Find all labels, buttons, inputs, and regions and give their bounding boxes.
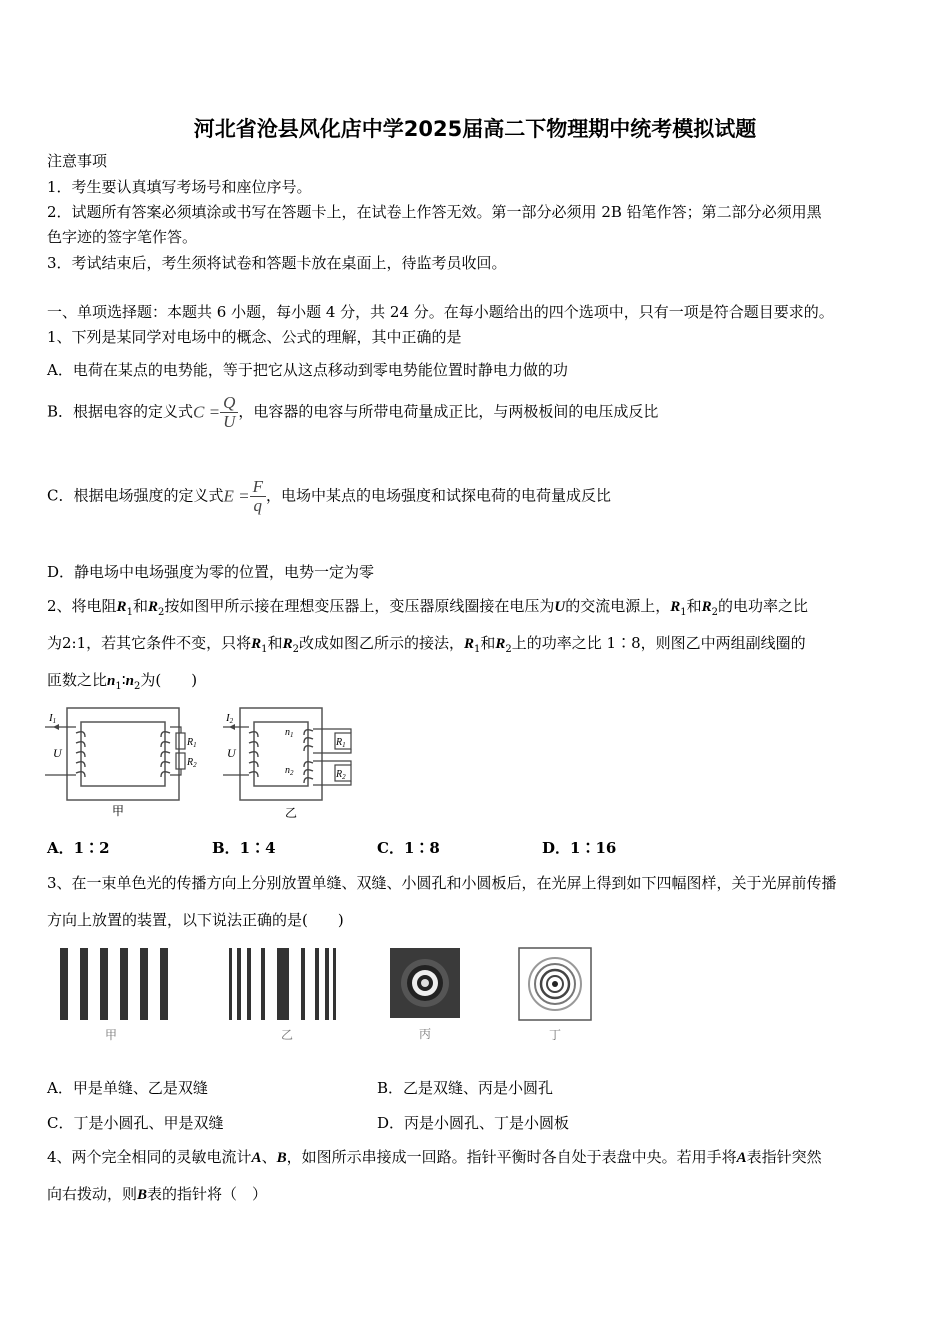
- q2-text: 的电功率之比: [718, 597, 809, 615]
- caption-jia: 甲: [104, 1028, 118, 1042]
- fraction-denominator: U: [223, 412, 236, 431]
- core-inner: [254, 722, 308, 786]
- r1-label: $R_1$: [336, 737, 346, 749]
- meter-b-symbol: B: [276, 1150, 287, 1166]
- q2-option-c: C．1∶8: [377, 839, 440, 857]
- subscript: 1: [261, 644, 268, 655]
- n2-label: $n_2$: [285, 765, 294, 777]
- pattern-ding: [515, 944, 597, 1044]
- subscript: 1: [680, 607, 687, 618]
- subscript: 1: [115, 681, 122, 692]
- pattern-yi: [225, 944, 340, 1044]
- subscript: 2: [133, 681, 141, 692]
- q4-line-1: [47, 1147, 822, 1168]
- q4-text: 表的指针将（ ）: [147, 1185, 268, 1203]
- q1-c-prefix: C．根据电场强度的定义式: [47, 486, 224, 505]
- pattern-bing: [386, 946, 466, 1044]
- notice-heading: 注意事项: [47, 152, 108, 170]
- q4-text: 4、两个完全相同的灵敏电流计: [47, 1148, 252, 1166]
- q4-text: 表指针突然: [746, 1148, 822, 1166]
- caption-bing: 丙: [418, 1027, 432, 1041]
- capacitance-fraction: [220, 394, 238, 431]
- q2-text: 为( ): [140, 671, 198, 689]
- q2-text: 2、将电阻: [47, 597, 117, 615]
- q1-option-a: A．电荷在某点的电势能，等于把它从这点移动到零电势能位置时静电力做的功: [47, 361, 568, 379]
- current-label-i2: I2: [226, 712, 234, 725]
- r2-label: $R_2$: [336, 769, 346, 781]
- r2-symbol: R: [701, 599, 712, 615]
- notice-item-1: 1．考生要认真填写考场号和座位序号。: [47, 178, 312, 196]
- q1-option-c: [47, 478, 611, 515]
- fraction-numerator: Q: [220, 394, 238, 413]
- q2-text: 和: [132, 597, 148, 615]
- q2-text: 按如图甲所示接在理想变压器上，变压器原线圈接在电压为: [164, 597, 555, 615]
- q3-line-2: 方向上放置的装置，以下说法正确的是( ): [47, 911, 344, 929]
- q4-line-2: [47, 1184, 267, 1205]
- transformer-figure-jia: [45, 705, 205, 823]
- n1-label: $n_1$: [285, 727, 294, 739]
- r2-label: $R_2$: [187, 757, 197, 769]
- field-strength-fraction: [250, 478, 266, 515]
- q3-option-d: D．丙是小圆孔、丁是小圆板: [377, 1114, 570, 1132]
- n1-symbol: n: [107, 673, 116, 689]
- q1-b-prefix: B．根据电容的定义式: [47, 402, 194, 421]
- q2-option-b: B．1∶4: [212, 839, 276, 857]
- voltage-label: U: [227, 746, 236, 760]
- q2-text: 匝数之比: [47, 671, 108, 689]
- subscript: 2: [292, 644, 299, 655]
- caption-jia: 甲: [111, 804, 125, 818]
- q4-text: 向右拨动，则: [47, 1185, 138, 1203]
- section-heading: 一、单项选择题：本题共 6 小题，每小题 4 分，共 24 分。在每小题给出的四个选项中，只有一项是符合题目要求的。: [47, 303, 834, 321]
- q2-option-a: A．1∶2: [47, 839, 110, 857]
- subscript: 2: [711, 607, 719, 618]
- q3-option-b: B．乙是双缝、丙是小圆孔: [377, 1079, 554, 1097]
- current-label-i1: I1: [49, 712, 57, 725]
- q2-text: 为2:1，若其它条件不变，只将: [47, 634, 252, 652]
- subscript: 2: [505, 644, 512, 655]
- q3-option-c: C．丁是小圆孔、甲是双缝: [47, 1114, 224, 1132]
- q2-text: 和: [686, 597, 702, 615]
- r1-symbol: R: [463, 636, 474, 652]
- caption-yi: 乙: [280, 1028, 294, 1042]
- voltage-label: U: [53, 746, 62, 760]
- q2-line-1: [47, 596, 808, 623]
- field-strength-symbol: E =: [223, 486, 250, 506]
- subscript: 1: [126, 607, 133, 618]
- q1-stem: 1、下列是某同学对电场中的概念、公式的理解，其中正确的是: [47, 328, 462, 346]
- notice-item-3: 3．考试结束后，考生须将试卷和答题卡放在桌面上，待监考员收回。: [47, 254, 507, 272]
- resistor-r1: [176, 733, 185, 749]
- core-inner: [81, 722, 165, 786]
- subscript: 2: [157, 607, 165, 618]
- q2-line-2: [47, 633, 806, 660]
- q1-b-suffix: ，电容器的电容与所带电荷量成正比，与两极板间的电压成反比: [238, 402, 659, 421]
- notice-item-2: 2．试题所有答案必须填涂或书写在答题卡上，在试卷上作答无效。第一部分必须用 2B 铅笔作答；第二部分必须用黑: [47, 203, 822, 221]
- q1-c-suffix: ，电场中某点的电场强度和试探电荷的电荷量成反比: [265, 486, 611, 505]
- q2-option-d: D．1∶16: [542, 839, 617, 857]
- q1-option-d: D．静电场中电场强度为零的位置，电势一定为零: [47, 563, 375, 581]
- q2-text: 上的功率之比 1∶8，则图乙中两组副线圈的: [511, 634, 806, 652]
- r2-symbol: R: [147, 599, 158, 615]
- meter-a-symbol: A: [251, 1150, 262, 1166]
- resistor-r2: [176, 753, 185, 769]
- meter-b-symbol: B: [137, 1187, 148, 1203]
- r1-label: $R_1$: [187, 737, 197, 749]
- caption-yi: 乙: [284, 806, 298, 820]
- fraction-denominator: q: [253, 496, 263, 515]
- q1-option-b: [47, 394, 658, 431]
- u-symbol: U: [554, 599, 566, 615]
- r1-symbol: R: [251, 636, 262, 652]
- notice-item-2-cont: 色字迹的签字笔作答。: [47, 228, 198, 246]
- q2-text: 的交流电源上，: [565, 597, 671, 615]
- capacitance-symbol: C =: [193, 402, 221, 422]
- meter-a-symbol: A: [736, 1150, 747, 1166]
- q2-text: 改成如图乙所示的接法，: [298, 634, 464, 652]
- q3-line-1: 3、在一束单色光的传播方向上分别放置单缝、双缝、小圆孔和小圆板后，在光屏上得到如下四幅图样，关于光屏前传播: [47, 874, 837, 892]
- subscript: 1: [473, 644, 481, 655]
- n2-symbol: n: [125, 673, 134, 689]
- r2-symbol: R: [282, 636, 293, 652]
- q3-option-a: A．甲是单缝、乙是双缝: [47, 1079, 208, 1097]
- q2-text: 和: [267, 634, 283, 652]
- pattern-jia: [56, 944, 176, 1044]
- page-title: 河北省沧县风化店中学2025届高二下物理期中统考模拟试题: [193, 117, 757, 141]
- q2-text: ∶: [121, 671, 126, 689]
- q4-text: ，如图所示串接成一回路。指针平衡时各自处于表盘中央。若用手将: [286, 1148, 737, 1166]
- transformer-figure-yi: [223, 705, 368, 823]
- q4-text: 、: [261, 1148, 277, 1166]
- q2-text: 和: [480, 634, 496, 652]
- caption-ding: 丁: [548, 1028, 562, 1042]
- q2-line-3: [47, 670, 197, 697]
- r2-symbol: R: [495, 636, 506, 652]
- r1-symbol: R: [116, 599, 127, 615]
- fraction-numerator: F: [250, 478, 266, 497]
- r1-symbol: R: [670, 599, 681, 615]
